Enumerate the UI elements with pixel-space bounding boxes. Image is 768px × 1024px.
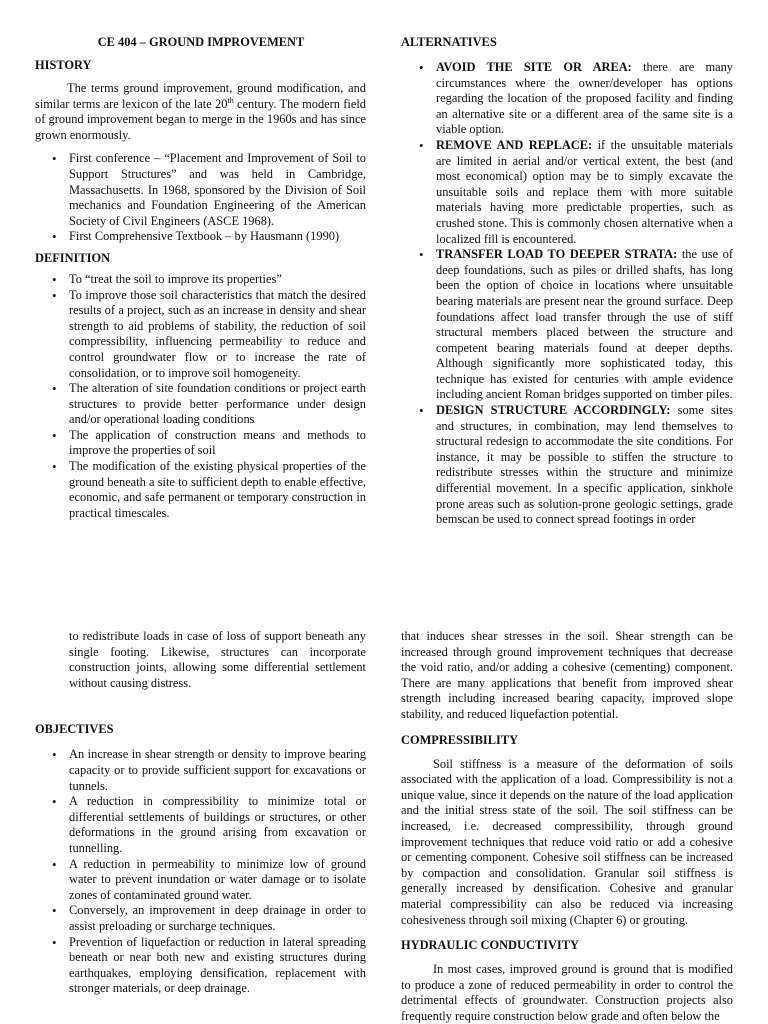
history-intro: The terms ground improvement, ground modification, and similar terms are lexicon of the late 20th century. The modern field of ground improvement began to merge in the 1960s and has since grown enormously. [35,81,366,142]
definition-list [69,272,366,522]
list-item: • REMOVE AND REPLACE: if the unsuitable materials are limited in aerial and/or vertical extent, the best (and most economical) option may be to simply excavate the unsuitable soils and replace them with more suitable materials having more predictable properties, such as crushed stone. This is commonly chosen alternative when a localized fill is encountered. [436,138,733,247]
compressibility-heading: COMPRESSIBILITY [401,732,519,747]
document-title: CE 404 – GROUND IMPROVEMENT [97,35,305,49]
list-item: • TRANSFER LOAD TO DEEPER STRATA: the use of deep foundations, such as piles or drilled shafts, has long been the option of choice in locations where unsuitable bearing materials are present near the ground surface. Deep foundations affect load transfer through the use of stiff structural members placed between the structure and competent bearing materials found at deeper depths. Although significantly more sophisticated today, this technique has existed for centuries with ample evidence including ancient Roman bridges supported on timber piles. [436,247,733,403]
page2-right-column [401,629,733,1024]
list-item: • DESIGN STRUCTURE ACCORDINGLY: some sites and structures, in combination, may lend themselves to structural redesign to accommodate the site conditions. For instance, it may be possible to stiffen the structure to redistribute stresses within the structure and minimize differential movement. In a specific application, sinkhole prone areas such as solution-prone geologic settings, grade bemscan be used to connect spread footings in order [436,403,733,528]
compressibility-text: Soil stiffness is a measure of the deformation of soils associated with the application of a load. Compressibility is not a unique value, since it depends on the nature of the load application and the initial stress state of the soil. The soil stiffness can be increased, i.e. decreased compressibility, through ground improvement techniques that reduce void ratio or add a cohesive or cementing component. Cohesive soil stiffness can be increased by compaction and consolidation. Granular soil stiffness is generally increased by densification. Cohesive and granular material compressibility can also be reduced via increasing cohesiveness through soil mixing (Chapter 6) or grouting. [401,756,733,927]
list-item: • First Comprehensive Textbook – by Hausmann (1990) [69,229,366,245]
alt-term-remove: REMOVE AND REPLACE: [436,137,593,152]
alternatives-list [436,60,733,528]
list-item: • To improve those soil characteristics that match the desired results of a project, such as an increase in density and shear strength to aid problems of stability, the reduction of soil compressibility, influencing permeability to reduce and control groundwater flow or to increase the rate of consolidation, or to improve soil homogeneity. [69,288,366,382]
hydraulic-conductivity-text: In most cases, improved ground is ground that is modified to produce a zone of reduced permeability in order to control the detrimental effects of groundwater. Construction projects also frequently require construction below grade and often below the [401,962,733,1023]
list-item: • First conference – “Placement and Improvement of Soil to Support Structures” and was held in Cambridge, Massachusetts. In 1968, sponsored by the Division of Soil mechanics and Foundation Engineering of the American Society of Civil Engineers (ASCE 1968). [69,151,366,229]
list-item: • A reduction in compressibility to minimize total or differential settlements of buildings or structures, or other deformations in the ground arising from excavation or tunnelling. [69,794,366,856]
list-item: • The modification of the existing physical properties of the ground beneath a site to sufficient depth to enable effective, economic, and safe permanent or temporary construction in practical timescales. [69,459,366,521]
shear-strength-text: that induces shear stresses in the soil. Shear strength can be increased through ground improvement techniques that decrease the void ratio, and/or adding a cohesive (cementing) component. There are many applications that benefit from improved shear strength including increased bearing capacity, improved slope stability, and reduced liquefaction potential. [401,629,733,721]
page2-left-column [35,629,366,997]
list-item: • To “treat the soil to improve its properties” [69,272,366,288]
hydraulic-conductivity-heading: HYDRAULIC CONDUCTIVITY [401,938,579,953]
page1-right-column [401,34,733,528]
list-item: • An increase in shear strength or density to improve bearing capacity or to provide sufficient support for excavations or tunnels. [69,747,366,794]
list-item: • Prevention of liquefaction or reduction in lateral spreading beneath or near both new and existing structures during earthquakes, employing densification, replacement with stronger materials, or deep drainage. [69,935,366,997]
objectives-list [69,747,366,997]
alt-term-transfer: TRANSFER LOAD TO DEEPER STRATA: [436,247,678,262]
alt-term-avoid: AVOID THE SITE OR AREA: [436,60,632,74]
alternatives-heading: ALTERNATIVES [401,35,497,49]
history-heading: HISTORY [35,58,92,72]
alt-term-design: DESIGN STRUCTURE ACCORDINGLY: [436,403,671,418]
list-item: • Conversely, an improvement in deep drainage in order to assist preloading or surcharge techniques. [69,903,366,934]
list-item: • The application of construction means and methods to improve the properties of soil [69,428,366,459]
list-item: • The alteration of site foundation conditions or project earth structures to provide better performance under design and/or operational loading conditions [69,381,366,428]
objectives-heading: OBJECTIVES [35,722,114,737]
list-item: • A reduction in permeability to minimize low of ground water to prevent inundation or water damage or to isolate zones of contaminated ground water. [69,857,366,904]
list-item: • AVOID THE SITE OR AREA: there are many circumstances where the owner/developer has options regarding the location of the proposed facility and finding an alternative site or a different area of the same site is a viable option. [436,60,733,138]
continued-text: to redistribute loads in case of loss of support beneath any single footing. Likewise, structures can incorporate construction joints, allowing some differential settlement without causing distress. [69,629,366,690]
page-gap [0,560,768,616]
page1-left-column [35,34,366,521]
history-list [69,151,366,245]
definition-heading: DEFINITION [35,250,111,265]
